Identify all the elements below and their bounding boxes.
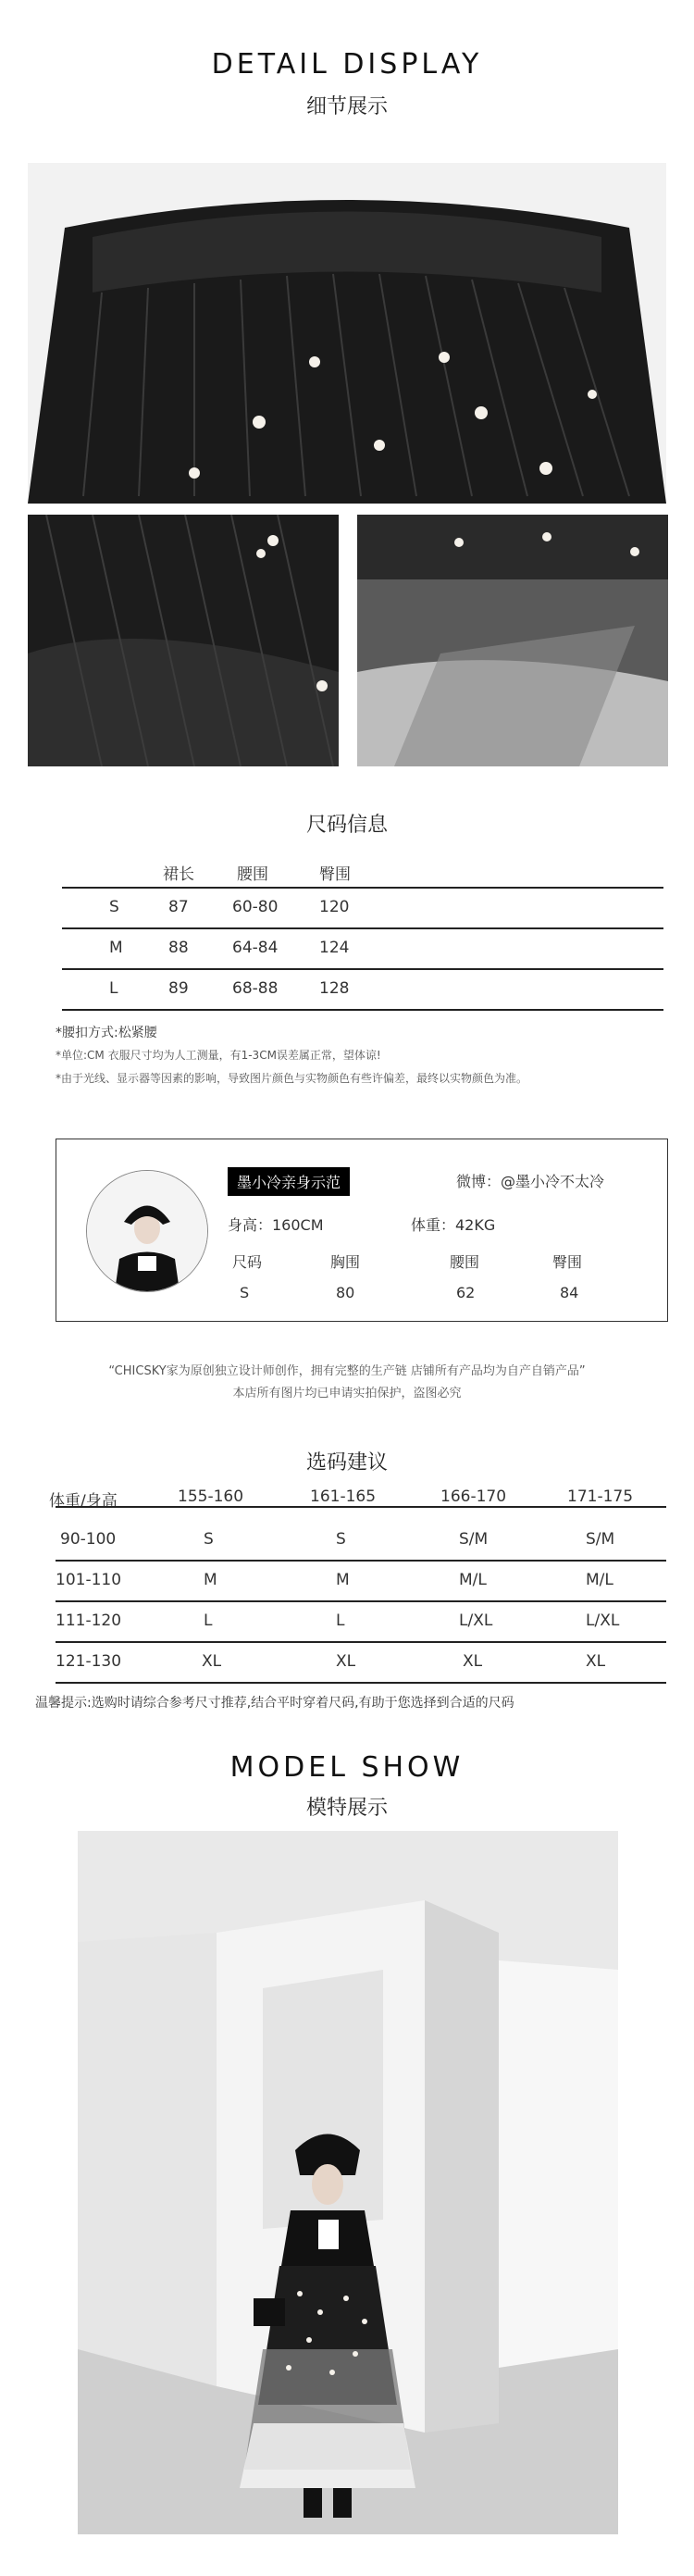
model-show-title-en: MODEL SHOW	[229, 1751, 465, 1784]
size-info-title: 尺码信息	[305, 814, 388, 837]
recommend-title: 选码建议	[305, 1451, 388, 1475]
recommend-tip: 温馨提示:选购时请综合参考尺寸推荐,结合平时穿着尺码,有助于您选择到合适的尺码	[35, 1696, 514, 1711]
model-weight: 体重：42KG	[411, 1216, 496, 1234]
model-info-card	[56, 1139, 668, 1322]
size-row-m: M 88 64-84 124	[62, 927, 663, 966]
recommend-header-row: 体重/身高 155-160 161-165 166-170 171-175	[49, 1487, 634, 1511]
detail-title-cn: 细节展示	[305, 95, 388, 118]
model-weibo: 微博：@墨小冷不太冷	[456, 1173, 605, 1190]
model-header-size: 尺码	[232, 1253, 263, 1271]
model-value-chest: 80	[336, 1284, 355, 1301]
size-header-length: 裙长	[163, 865, 194, 884]
size-header-hip: 臀围	[319, 865, 351, 884]
color-disclaimer-note: *由于光线、显示器等因素的影响，导致图片颜色与实物颜色有些许偏差，最终以实物颜色为准。	[56, 1072, 528, 1085]
skirt-pleat-detail-photo	[28, 515, 339, 766]
skirt-mesh-layer-photo	[357, 515, 668, 766]
model-avatar	[86, 1170, 208, 1292]
model-show-photo	[78, 1831, 618, 2534]
recommend-row-121-130: 121-130 XL XL XL XL	[56, 1652, 606, 1671]
recommend-header-rule	[56, 1506, 666, 1508]
size-row-l: L 89 68-88 128	[62, 968, 663, 1007]
recommend-row-101-110: 101-110 M M M/L M/L	[56, 1571, 613, 1589]
model-value-waist: 62	[456, 1284, 476, 1301]
brand-statement: “CHICSKY家为原创独立设计师创作，拥有完整的生产链 店铺所有产品均为自产自销产品”	[108, 1364, 586, 1378]
recommend-rule-4	[56, 1682, 666, 1684]
waist-type-note: *腰扣方式:松紧腰	[56, 1026, 157, 1040]
model-header-waist: 腰围	[450, 1253, 480, 1271]
model-height: 身高：160CM	[228, 1216, 324, 1234]
size-header-waist: 腰围	[237, 865, 268, 884]
model-value-hip: 84	[560, 1284, 579, 1301]
size-table-bottom-rule	[62, 1009, 663, 1011]
skirt-waistband-photo	[28, 163, 666, 504]
copyright-statement: 本店所有图片均已申请实拍保护，盗图必究	[232, 1387, 462, 1400]
recommend-row-111-120: 111-120 L L L/XL L/XL	[56, 1612, 620, 1630]
model-header-chest: 胸围	[330, 1253, 361, 1271]
model-value-size: S	[240, 1284, 250, 1301]
model-header-hip: 臀围	[552, 1253, 583, 1271]
size-row-s: S 87 60-80 120	[62, 887, 663, 926]
detail-title-en: DETAIL DISPLAY	[211, 48, 483, 81]
recommend-row-90-100: 90-100 S S S/M S/M	[60, 1530, 615, 1549]
model-name-tag: 墨小冷亲身示范	[228, 1167, 350, 1196]
model-show-title-cn: 模特展示	[305, 1797, 388, 1820]
measure-unit-note: *单位:CM 衣服尺寸均为人工测量，有1-3CM误差属正常，望体谅!	[56, 1049, 381, 1062]
